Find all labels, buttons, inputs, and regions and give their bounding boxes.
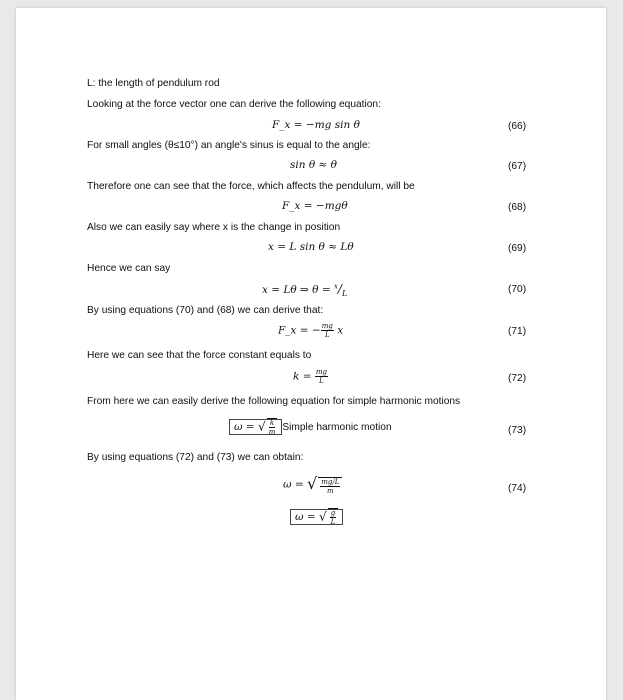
eq71-lhs: F_x = − [278, 324, 321, 337]
equation-68: F_x = −mgθ [282, 200, 348, 212]
text-line: Hence we can say [87, 263, 171, 274]
equation-number: (69) [508, 243, 527, 254]
eq71-fraction [321, 322, 334, 339]
eq70-den: L [341, 289, 348, 299]
eq71-den: L [324, 331, 330, 339]
eq74-den: m [327, 486, 334, 495]
equation-72 [293, 368, 328, 385]
equation-number: (70) [508, 284, 527, 295]
text-line: For small angles (θ≤10°) an angle's sinus is equal to the angle: [87, 140, 371, 151]
equation-number: (73) [508, 425, 527, 436]
equation-67: sin θ ≈ θ [290, 159, 337, 171]
equation-66: F_x = −mg sin θ [272, 119, 360, 131]
eq74-num-den: L [334, 477, 340, 486]
equation-number: (74) [508, 483, 527, 494]
eq73-label: Simple harmonic motion [282, 422, 392, 433]
final-equation [290, 508, 343, 526]
eq73-num: k [269, 419, 275, 427]
equation-71 [278, 322, 343, 339]
eq74-num-top: mg [321, 477, 333, 486]
text-line: Here we can see that the force constant equals to [87, 350, 312, 361]
sqrt-icon: √ $\frac{mg/L}{m}$ [307, 474, 342, 495]
equation-69: x = L sin θ ≈ Lθ [268, 241, 354, 253]
equation-number: (68) [508, 202, 527, 213]
sqrt-icon: √ $\frac{k}{m}$ [258, 419, 276, 436]
text-line: From here we can easily derive the following equation for simple harmonic motions [87, 396, 461, 407]
eq72-num: mg [315, 368, 327, 376]
eq70-num: x [333, 282, 338, 291]
eq74-lhs: ω = [283, 478, 308, 491]
eq71-rhs: x [337, 324, 344, 337]
eq73-lhs: ω = [234, 421, 259, 433]
eq72-lhs: k = [293, 370, 315, 383]
text-line: Therefore one can see that the force, which affects the pendulum, will be [87, 181, 415, 192]
equation-number: (66) [508, 121, 527, 132]
equation-number: (67) [508, 161, 527, 172]
eq71-num: mg [321, 322, 333, 330]
eq70-lhs: x = Lθ ⇒ θ = [262, 284, 334, 296]
equation-73 [229, 418, 392, 436]
eq73-box [229, 419, 282, 435]
final-equation-box [290, 509, 343, 525]
sqrt-icon: √ $\frac{g}{L}$ [319, 508, 338, 526]
text-line: L: the length of pendulum rod [87, 78, 220, 89]
equation-74 [283, 474, 342, 495]
eq73-den: m [268, 428, 276, 436]
text-line: Also we can easily say where x is the change in position [87, 222, 341, 233]
text-line: By using equations (72) and (73) we can obtain: [87, 452, 304, 463]
equation-70: x = Lθ ⇒ $\theta = ^x/_L$ [262, 282, 348, 299]
equation-number: (71) [508, 326, 527, 337]
eq72-den: L [319, 377, 324, 385]
equation-number: (72) [508, 373, 527, 384]
text-line: Looking at the force vector one can derive the following equation: [87, 99, 381, 110]
final-den: L [330, 518, 336, 526]
final-num: g [330, 509, 336, 517]
eq72-fraction [315, 368, 328, 385]
final-lhs: ω = [295, 511, 320, 523]
text-line: By using equations (70) and (68) we can derive that: [87, 305, 324, 316]
